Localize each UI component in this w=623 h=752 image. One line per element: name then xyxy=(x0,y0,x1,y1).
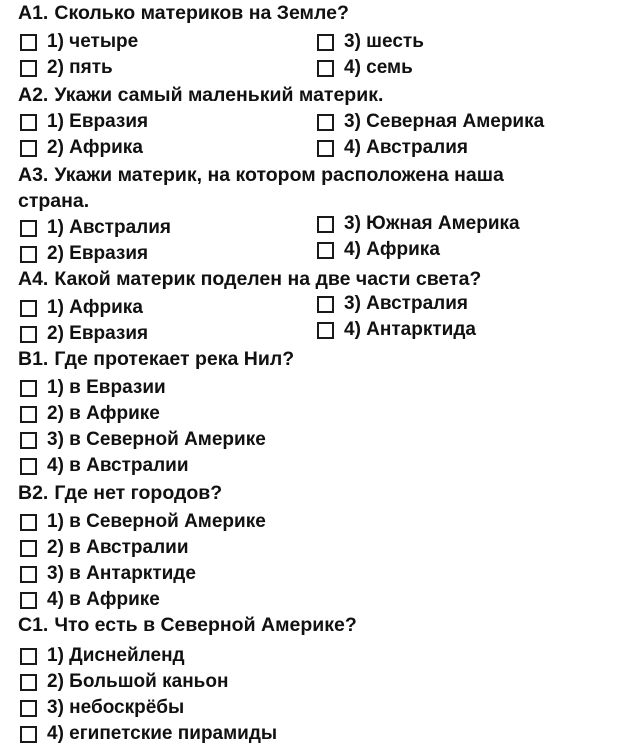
checkbox[interactable] xyxy=(20,34,37,51)
answer-option[interactable] xyxy=(20,322,148,346)
option-label: 3) Австралия xyxy=(344,293,468,314)
checkbox[interactable] xyxy=(20,674,37,691)
option-label: 2) Евразия xyxy=(47,243,149,264)
answer-option[interactable] xyxy=(20,696,184,720)
question-code: C1. xyxy=(18,614,49,636)
answer-option[interactable] xyxy=(20,402,160,426)
option-label: 2) пять xyxy=(47,57,113,78)
option-label: 4) семь xyxy=(344,57,413,78)
option-label: 1) четыре xyxy=(47,31,139,52)
option-label: 4) Австралия xyxy=(344,137,468,158)
question-a2 xyxy=(18,84,383,107)
checkbox[interactable] xyxy=(20,514,37,531)
question-b2 xyxy=(18,482,222,505)
option-label: 2) Африка xyxy=(47,137,143,158)
checkbox[interactable] xyxy=(317,140,334,157)
answer-option[interactable] xyxy=(317,292,468,316)
checkbox[interactable] xyxy=(20,300,37,317)
answer-option[interactable] xyxy=(317,110,544,134)
answer-option[interactable] xyxy=(20,644,185,668)
option-label: 2) в Африке xyxy=(47,403,160,424)
checkbox[interactable] xyxy=(20,220,37,237)
option-label: 1) в Северной Америке xyxy=(47,511,266,532)
checkbox[interactable] xyxy=(20,458,37,475)
answer-option[interactable] xyxy=(20,136,143,160)
checkbox[interactable] xyxy=(20,114,37,131)
option-label: 4) Африка xyxy=(344,239,440,260)
answer-option[interactable] xyxy=(20,110,148,134)
question-a3-continued xyxy=(18,190,89,213)
question-code: A4. xyxy=(18,268,49,290)
question-a3 xyxy=(18,164,504,187)
answer-option[interactable] xyxy=(20,562,196,586)
option-label: 2) Большой каньон xyxy=(47,671,229,692)
option-label: 1) Диснейленд xyxy=(47,645,185,666)
option-label: 3) Южная Америка xyxy=(344,213,520,234)
answer-option[interactable] xyxy=(20,536,189,560)
checkbox[interactable] xyxy=(317,114,334,131)
answer-option[interactable] xyxy=(20,30,138,54)
question-code: A2. xyxy=(18,84,49,106)
checkbox[interactable] xyxy=(20,60,37,77)
option-label: 2) в Австралии xyxy=(47,537,189,558)
answer-option[interactable] xyxy=(20,454,189,478)
question-text: Укажи материк, на котором расположена наша xyxy=(54,164,504,186)
checkbox[interactable] xyxy=(20,380,37,397)
answer-option[interactable] xyxy=(317,30,424,54)
option-label: 3) Северная Америка xyxy=(344,111,545,132)
question-text-continued: страна. xyxy=(18,190,90,212)
question-code: A1. xyxy=(18,2,49,24)
question-text: Что есть в Северной Америке? xyxy=(54,614,357,636)
option-label: 4) в Австралии xyxy=(47,455,189,476)
answer-option[interactable] xyxy=(20,242,148,266)
option-label: 4) египетские пирамиды xyxy=(47,723,278,744)
checkbox[interactable] xyxy=(20,406,37,423)
question-b1 xyxy=(18,348,294,371)
answer-option[interactable] xyxy=(20,296,143,320)
answer-option[interactable] xyxy=(20,510,266,534)
option-label: 1) в Евразии xyxy=(47,377,166,398)
option-label: 3) в Северной Америке xyxy=(47,429,266,450)
question-text: Сколько материков на Земле? xyxy=(54,2,349,24)
option-label: 1) Австралия xyxy=(47,217,171,238)
answer-option[interactable] xyxy=(317,56,413,80)
answer-option[interactable] xyxy=(20,722,277,746)
option-label: 4) Антарктида xyxy=(344,319,476,340)
answer-option[interactable] xyxy=(20,588,160,612)
checkbox[interactable] xyxy=(317,296,334,313)
question-text: Какой материк поделен на две части света? xyxy=(54,268,482,290)
checkbox[interactable] xyxy=(20,648,37,665)
checkbox[interactable] xyxy=(20,432,37,449)
checkbox[interactable] xyxy=(20,140,37,157)
answer-option[interactable] xyxy=(20,428,266,452)
answer-option[interactable] xyxy=(20,670,228,694)
answer-option[interactable] xyxy=(317,136,468,160)
question-c1 xyxy=(18,614,357,637)
option-label: 3) шесть xyxy=(344,31,424,52)
answer-option[interactable] xyxy=(317,238,440,262)
answer-option[interactable] xyxy=(317,212,520,236)
answer-option[interactable] xyxy=(20,376,166,400)
answer-option[interactable] xyxy=(20,56,113,80)
checkbox[interactable] xyxy=(317,60,334,77)
checkbox[interactable] xyxy=(317,322,334,339)
checkbox[interactable] xyxy=(20,700,37,717)
checkbox[interactable] xyxy=(317,242,334,259)
checkbox[interactable] xyxy=(20,540,37,557)
answer-option[interactable] xyxy=(20,216,171,240)
option-label: 4) в Африке xyxy=(47,589,160,610)
question-text: Где протекает река Нил? xyxy=(54,348,295,370)
checkbox[interactable] xyxy=(20,726,37,743)
answer-option[interactable] xyxy=(317,318,476,342)
question-text: Укажи самый маленький материк. xyxy=(54,84,384,106)
question-code: B1. xyxy=(18,348,49,370)
checkbox[interactable] xyxy=(20,246,37,263)
question-a1 xyxy=(18,2,349,25)
question-text: Где нет городов? xyxy=(54,482,223,504)
checkbox[interactable] xyxy=(20,566,37,583)
option-label: 1) Африка xyxy=(47,297,143,318)
checkbox[interactable] xyxy=(20,326,37,343)
option-label: 1) Евразия xyxy=(47,111,149,132)
checkbox[interactable] xyxy=(317,216,334,233)
question-a4 xyxy=(18,268,481,291)
checkbox[interactable] xyxy=(317,34,334,51)
option-label: 3) небоскрёбы xyxy=(47,697,185,718)
option-label: 3) в Антарктиде xyxy=(47,563,196,584)
question-code: A3. xyxy=(18,164,49,186)
checkbox[interactable] xyxy=(20,592,37,609)
question-code: B2. xyxy=(18,482,49,504)
option-label: 2) Евразия xyxy=(47,323,149,344)
